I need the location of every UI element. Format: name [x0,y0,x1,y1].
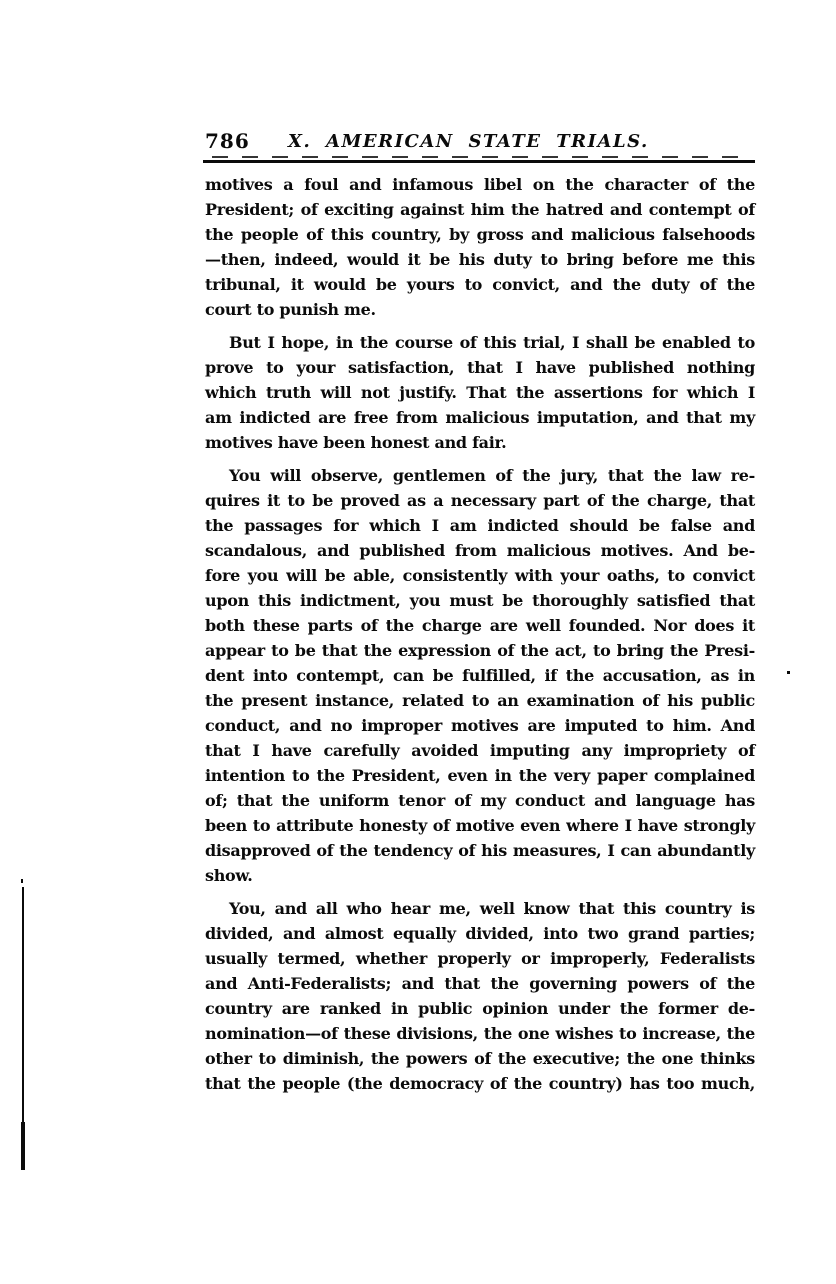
text-line: dent into contempt, can be fulfilled, if the accusation, as in [205,666,755,685]
text-line: usually termed, whether properly or improperly, Federalists [205,949,755,968]
text-line: court to punish me. [205,300,376,319]
text-line: divided, and almost equally divided, into two grand parties; [205,924,755,943]
text-line: other to diminish, the powers of the executive; the one thinks [205,1049,755,1068]
text-line: show. [205,866,253,885]
text-line: fore you will be able, consistently with your oaths, to convict [205,566,755,585]
text-line: upon this indictment, you must be thoroughly satisfied that [205,591,755,610]
text-line: disapproved of the tendency of his measures, I can abundantly [205,841,755,860]
body-text [205,172,755,1104]
paragraph [205,172,755,322]
text-line: You, and all who hear me, well know that this country is [229,899,755,918]
text-line: the people of this country, by gross and malicious falsehoods [205,225,755,244]
text-line: intention to the President, even in the very paper complained [205,766,755,785]
header-rule-broken-line [212,156,752,158]
text-line: tribunal, it would be yours to convict, and the duty of the [205,275,755,294]
paragraph [205,330,755,455]
text-line: both these parts of the charge are well founded. Nor does it [205,616,755,635]
text-line: of; that the uniform tenor of my conduct and language has [205,791,755,810]
text-line: But I hope, in the course of this trial, I shall be enabled to [229,333,755,352]
header-rule [203,160,755,163]
page-number: 786 [205,129,250,153]
text-line: nomination—of these divisions, the one wishes to increase, the [205,1024,755,1043]
scan-artifact-speck [787,671,790,674]
text-line: motives have been honest and fair. [205,433,507,452]
text-line: which truth will not justify. That the assertions for which I [205,383,755,402]
text-line: prove to your satisfaction, that I have published nothing [205,358,755,377]
text-line: appear to be that the expression of the act, to bring the Presi- [205,641,755,660]
text-line: and Anti-Federalists; and that the governing powers of the [205,974,755,993]
text-line: —then, indeed, would it be his duty to bring before me this [205,250,755,269]
text-line: been to attribute honesty of motive even where I have strongly [205,816,755,835]
text-line: country are ranked in public opinion under the former de- [205,999,755,1018]
text-line: quires it to be proved as a necessary part of the charge, that [205,491,755,510]
paragraph [205,463,755,888]
text-line: am indicted are free from malicious imputation, and that my [205,408,755,427]
text-line: motives a foul and infamous libel on the character of the [205,175,755,194]
text-line: the present instance, related to an examination of his public [205,691,755,710]
scan-artifact-margin-line-thick [21,1122,25,1170]
text-line: President; of exciting against him the hatred and contempt of [205,200,755,219]
running-head-title: X. AMERICAN STATE TRIALS. [288,131,649,152]
text-line: that the people (the democracy of the country) has too much, [205,1074,755,1093]
scan-artifact-dot [21,879,23,883]
scan-artifact-margin-line-thin [22,887,24,1122]
text-line: You will observe, gentlemen of the jury, that the law re- [229,466,755,485]
paragraph [205,896,755,1096]
text-line: conduct, and no improper motives are imputed to him. And [205,716,755,735]
text-line: the passages for which I am indicted should be false and [205,516,755,535]
text-line: that I have carefully avoided imputing any impropriety of [205,741,755,760]
text-line: scandalous, and published from malicious motives. And be- [205,541,755,560]
